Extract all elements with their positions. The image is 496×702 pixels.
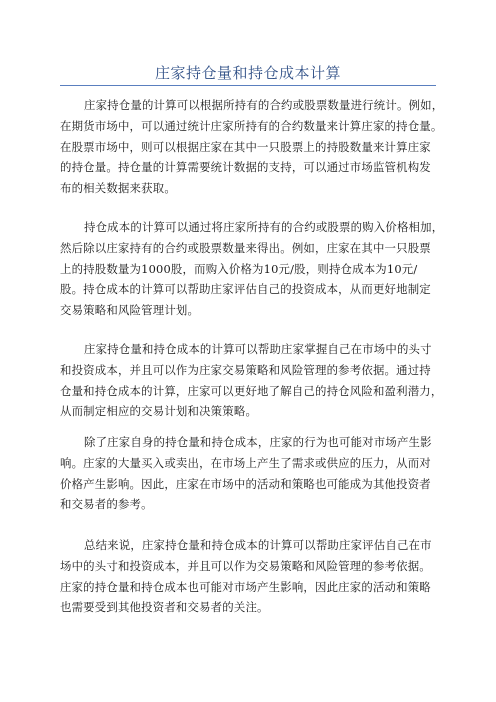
paragraph-line: 也需要受到其他投资者和交易者的关注。 <box>60 600 269 615</box>
paragraph-line: 庄家持仓量的计算可以根据所持有的合约或股票数量进行统计。例如， <box>84 98 444 112</box>
paragraph-line: 响。庄家的大量买入或卖出，在市场上产生了需求或供应的压力，从而对 <box>60 455 431 470</box>
paragraph-line: 然后除以庄家持有的合约或股票数量来得出。例如，庄家在其中一只股票 <box>60 240 431 255</box>
paragraph-line: 在股票市场中，则可以根据庄家在其中一只股票上的持股数量来计算庄家 <box>60 139 431 154</box>
paragraph-line: 场中的头寸和投资成本，并且可以作为交易策略和风险管理的参考依据。 <box>60 558 431 573</box>
paragraph-line: 布的相关数据来获取。 <box>60 181 176 196</box>
paragraph-line: 在期货市场中，可以通过统计庄家所持有的合约数量来计算庄家的持仓量。 <box>60 118 443 133</box>
paragraph-line: 从而制定相应的交易计划和决策策略。 <box>60 404 258 419</box>
title-underline <box>60 85 436 86</box>
paragraph-line: 股。持仓成本的计算可以帮助庄家评估自己的投资成本，从而更好地制定 <box>60 282 431 297</box>
paragraph-line: 价格产生影响。因此，庄家在市场中的活动和策略也可能成为其他投资者 <box>60 476 431 491</box>
paragraph-holding-volume <box>60 95 444 199</box>
paragraph-line: 持仓成本的计算可以通过将庄家所持有的合约或股票的购入价格相加， <box>84 220 444 234</box>
paragraph-summary <box>60 535 440 618</box>
paragraph-line: 除了庄家自身的持仓量和持仓成本，庄家的行为也可能对市场产生影 <box>84 435 432 449</box>
paragraph-line: 上的持股数量为1000股，而购入价格为10元/股，则持仓成本为10元/ <box>60 261 418 276</box>
document-title: 庄家持仓量和持仓成本计算 <box>154 64 341 82</box>
paragraph-line: 庄家的持仓量和持仓成本也可能对市场产生影响，因此庄家的活动和策略 <box>60 579 431 594</box>
paragraph-line: 庄家持仓量和持仓成本的计算可以帮助庄家掌握自己在市场中的头寸 <box>84 342 432 356</box>
paragraph-market-impact <box>60 432 440 515</box>
paragraph-line: 和交易者的参考。 <box>60 497 153 512</box>
paragraph-holding-cost <box>60 217 444 321</box>
paragraph-line: 和投资成本，并且可以作为庄家交易策略和风险管理的参考依据。通过持 <box>60 362 431 377</box>
paragraph-line: 交易策略和风险管理计划。 <box>60 303 200 318</box>
paragraph-purpose <box>60 339 443 422</box>
paragraph-line: 的持仓量。持仓量的计算需要统计数据的支持，可以通过市场监管机构发 <box>60 160 431 175</box>
paragraph-line: 仓量和持仓成本的计算，庄家可以更好地了解自己的持仓风险和盈利潜力， <box>60 383 443 398</box>
paragraph-line: 总结来说，庄家持仓量和持仓成本的计算可以帮助庄家评估自己在市 <box>84 538 432 552</box>
